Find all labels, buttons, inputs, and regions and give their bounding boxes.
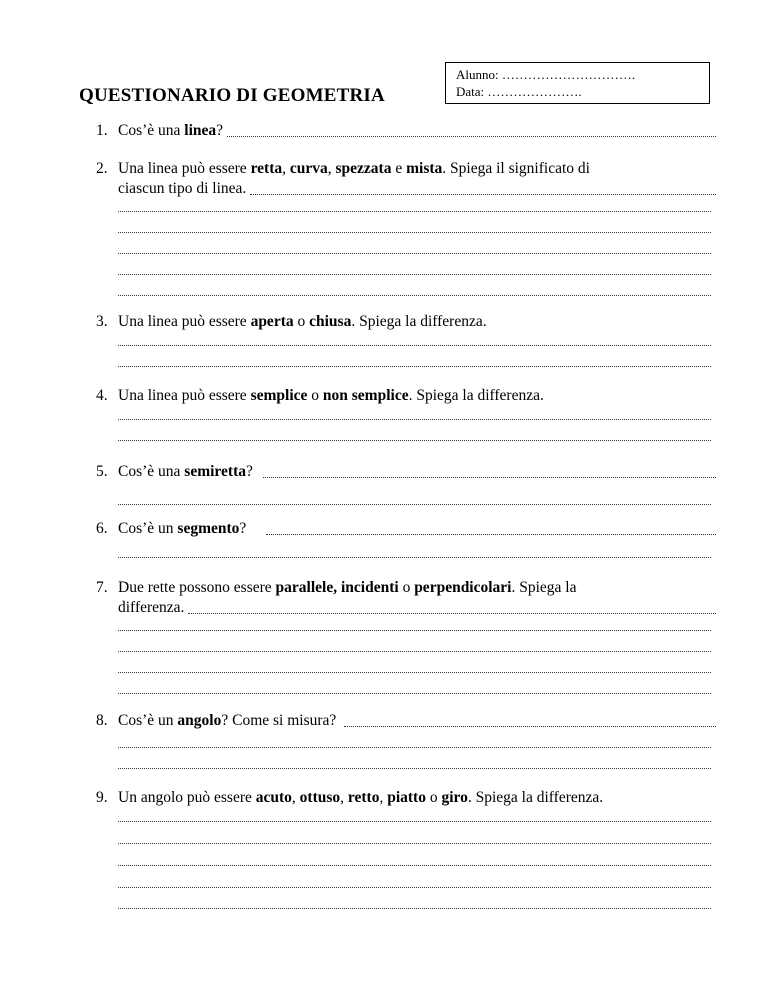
page-title: QUESTIONARIO DI GEOMETRIA: [79, 85, 385, 106]
answer-line[interactable]: [344, 725, 716, 727]
answer-line[interactable]: [118, 865, 711, 866]
answer-line[interactable]: [263, 476, 716, 478]
answer-line[interactable]: [118, 693, 711, 694]
question-fragment: o: [425, 789, 442, 806]
question-fragment: ,: [340, 789, 348, 806]
question-5: [96, 461, 716, 483]
question-text: [118, 577, 577, 599]
answer-line[interactable]: [118, 747, 711, 748]
question-fragment: . Spiega il significato di: [442, 160, 590, 177]
answer-line[interactable]: [118, 232, 711, 233]
answer-line[interactable]: [118, 651, 711, 652]
question-number: 1.: [96, 122, 108, 139]
question-fragment: o: [293, 313, 310, 330]
answer-line[interactable]: [118, 821, 711, 822]
keyword-term: piatto: [387, 789, 426, 806]
question-fragment: Cos’è un: [118, 520, 178, 537]
question-fragment: Una linea può essere: [118, 160, 251, 177]
answer-line[interactable]: [118, 345, 711, 346]
question-fragment: ,: [327, 160, 336, 177]
question-text-continued: ciascun tipo di linea.: [118, 180, 247, 197]
answer-line[interactable]: [266, 533, 716, 535]
question-number: 2.: [96, 160, 108, 177]
answer-line[interactable]: [118, 672, 711, 673]
question-text: [118, 311, 487, 333]
answer-line[interactable]: [188, 612, 716, 614]
keyword-term: retta: [250, 160, 283, 177]
answer-line[interactable]: [118, 366, 711, 367]
question-fragment: . Spiega la differenza.: [408, 387, 544, 404]
alunno-field[interactable]: Alunno: ………………………….: [456, 67, 636, 82]
question-number: 5.: [96, 463, 108, 480]
keyword-term: mista: [406, 160, 443, 177]
question-fragment: ?: [216, 122, 224, 139]
keyword-term: giro: [441, 789, 468, 806]
question-text-continued: differenza.: [118, 599, 185, 616]
keyword-term: acuto: [255, 789, 292, 806]
keyword-term: chiusa: [309, 313, 352, 330]
answer-line[interactable]: [118, 419, 711, 420]
answer-line[interactable]: [118, 557, 711, 558]
question-fragment: Cos’è una: [118, 463, 185, 480]
question-fragment: Una linea può essere: [118, 313, 251, 330]
question-fragment: o: [307, 387, 323, 404]
keyword-term: semiretta: [184, 463, 246, 480]
question-text: [118, 710, 336, 732]
question-number: 7.: [96, 579, 108, 596]
question-fragment: ?: [239, 520, 247, 537]
answer-line[interactable]: [118, 843, 711, 844]
question-fragment: Cos’è una: [118, 122, 185, 139]
question-fragment: . Spiega la differenza.: [351, 313, 487, 330]
keyword-term: aperta: [250, 313, 294, 330]
question-7: [96, 577, 716, 619]
question-fragment: o: [398, 579, 415, 596]
question-fragment: e: [391, 160, 407, 177]
question-4: [96, 385, 716, 407]
question-1: [96, 120, 716, 142]
question-9: [96, 787, 716, 809]
question-8: [96, 710, 716, 732]
student-info-box: [445, 62, 710, 104]
question-number: 4.: [96, 387, 108, 404]
question-3: [96, 311, 716, 333]
question-fragment: ? Come si misura?: [221, 712, 337, 729]
keyword-term: curva: [289, 160, 328, 177]
keyword-term: segmento: [177, 520, 240, 537]
answer-line[interactable]: [118, 768, 711, 769]
keyword-term: linea: [184, 122, 217, 139]
question-number: 9.: [96, 789, 108, 806]
answer-line[interactable]: [118, 440, 711, 441]
question-number: 3.: [96, 313, 108, 330]
answer-line[interactable]: [118, 887, 711, 888]
answer-line[interactable]: [227, 135, 716, 137]
answer-line[interactable]: [118, 504, 711, 505]
question-fragment: ,: [379, 789, 388, 806]
question-text: [118, 385, 544, 407]
question-fragment: Una linea può essere: [118, 387, 251, 404]
question-fragment: . Spiega la: [511, 579, 577, 596]
question-number: 8.: [96, 712, 108, 729]
question-2: [96, 158, 716, 200]
question-fragment: ?: [245, 463, 253, 480]
question-text: [118, 518, 246, 540]
question-text: [118, 158, 590, 180]
question-text: [118, 120, 223, 142]
answer-line[interactable]: [118, 274, 711, 275]
question-fragment: Cos’è un: [118, 712, 178, 729]
question-text: [118, 461, 253, 483]
question-fragment: ,: [282, 160, 290, 177]
answer-line[interactable]: [118, 630, 711, 631]
keyword-term: retto: [347, 789, 380, 806]
question-fragment: Un angolo può essere: [118, 789, 256, 806]
question-fragment: Due rette possono essere: [118, 579, 276, 596]
answer-line[interactable]: [118, 253, 711, 254]
question-6: [96, 518, 716, 540]
question-fragment: ,: [291, 789, 300, 806]
keyword-term: perpendicolari: [414, 579, 512, 596]
answer-line[interactable]: [118, 211, 711, 212]
question-number: 6.: [96, 520, 108, 537]
answer-line[interactable]: [250, 193, 716, 195]
keyword-term: spezzata: [335, 160, 392, 177]
keyword-term: semplice: [250, 387, 308, 404]
question-fragment: . Spiega la differenza.: [467, 789, 604, 806]
answer-line[interactable]: [118, 908, 711, 909]
keyword-term: non semplice: [322, 387, 409, 404]
answer-line[interactable]: [118, 295, 711, 296]
keyword-term: angolo: [177, 712, 222, 729]
question-text: [118, 787, 603, 809]
keyword-term: parallele, incidenti: [275, 579, 399, 596]
keyword-term: ottuso: [299, 789, 341, 806]
data-field[interactable]: Data: ………………….: [456, 84, 582, 99]
